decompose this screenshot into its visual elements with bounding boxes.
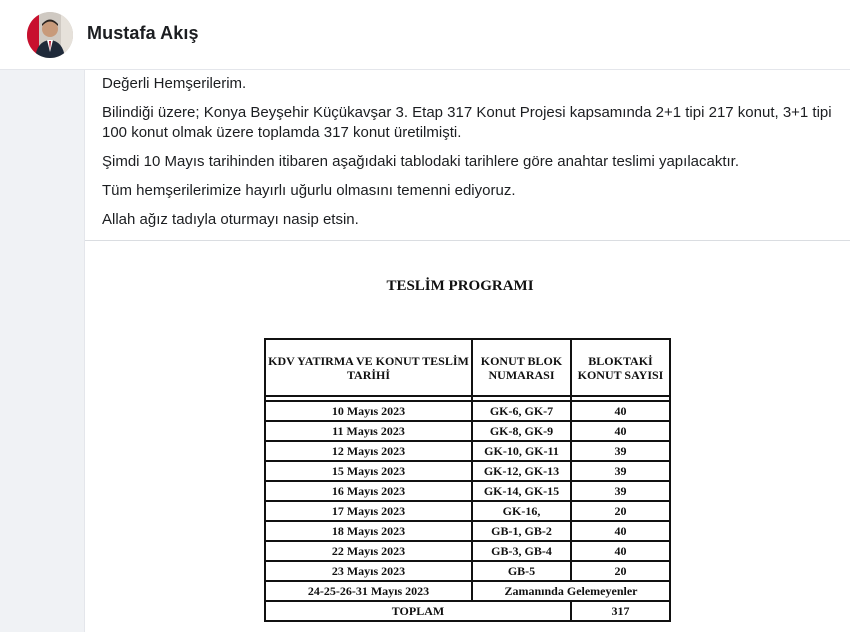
row-count: 39	[572, 482, 669, 502]
post-message	[102, 70, 842, 239]
row-blocks: GB-3, GB-4	[473, 542, 572, 562]
row-count: 20	[572, 502, 669, 522]
post-paragraph-schedule: Şimdi 10 Mayıs tarihinden itibaren aşağıdaki tablodaki tarihlere göre anahtar teslimi yapılacaktır.	[102, 153, 740, 170]
row-count: 40	[572, 422, 669, 442]
attached-document-image[interactable]	[85, 241, 850, 632]
latecomers-note: Zamanında Gelemeyenler	[473, 582, 669, 602]
total-label: TOPLAM	[266, 602, 572, 620]
post-body	[84, 70, 850, 632]
row-date: 12 Mayıs 2023	[266, 442, 473, 462]
row-count: 40	[572, 522, 669, 542]
table-row	[266, 482, 669, 502]
post-paragraph-greeting: Değerli Hemşerilerim.	[102, 75, 247, 92]
table-row	[266, 562, 669, 582]
row-count: 39	[572, 442, 669, 462]
table-row-latecomers	[266, 582, 669, 602]
row-count: 40	[572, 402, 669, 422]
left-rail	[0, 70, 84, 632]
row-date: 15 Mayıs 2023	[266, 462, 473, 482]
table-row	[266, 522, 669, 542]
document-title: TESLİM PROGRAMI	[386, 278, 534, 294]
row-blocks: GB-5	[473, 562, 572, 582]
row-blocks: GB-1, GB-2	[473, 522, 572, 542]
row-blocks: GK-16,	[473, 502, 572, 522]
total-count: 317	[611, 604, 630, 618]
table-row	[266, 422, 669, 442]
profile-photo-icon	[27, 12, 73, 58]
table-row	[266, 542, 669, 562]
table-row-total	[266, 602, 669, 620]
row-date: 18 Mayıs 2023	[266, 522, 473, 542]
author-name[interactable]: Mustafa Akış	[87, 23, 199, 43]
row-blocks: GK-8, GK-9	[473, 422, 572, 442]
post-paragraph-project: Bilindiği üzere; Konya Beyşehir Küçükavşar 3. Etap 317 Konut Projesi kapsamında 2+1 tipi 217 konut, 3+1 tipi 100 konut olmak üzere toplamda 317 konut üretilmişti.	[102, 104, 832, 141]
row-date: 16 Mayıs 2023	[266, 482, 473, 502]
latecomers-date: 24-25-26-31 Mayıs 2023	[266, 582, 473, 602]
row-blocks: GK-12, GK-13	[473, 462, 572, 482]
row-date: 23 Mayıs 2023	[266, 562, 473, 582]
column-header-count: BLOKTAKİ KONUT SAYISI	[572, 340, 669, 397]
row-count: 20	[572, 562, 669, 582]
row-date: 10 Mayıs 2023	[266, 402, 473, 422]
row-date: 17 Mayıs 2023	[266, 502, 473, 522]
post-header	[0, 0, 850, 70]
column-header-blocks: KONUT BLOK NUMARASI	[473, 340, 572, 397]
table-row	[266, 462, 669, 482]
row-blocks: GK-10, GK-11	[473, 442, 572, 462]
table-row	[266, 502, 669, 522]
row-count: 40	[572, 542, 669, 562]
column-header-date: KDV YATIRMA VE KONUT TESLİM TARİHİ	[266, 340, 473, 397]
post-paragraph-wishes: Tüm hemşerilerimize hayırlı uğurlu olmasını temenni ediyoruz.	[102, 182, 516, 199]
row-date: 22 Mayıs 2023	[266, 542, 473, 562]
row-blocks: GK-6, GK-7	[473, 402, 572, 422]
row-date: 11 Mayıs 2023	[266, 422, 473, 442]
row-count: 39	[572, 462, 669, 482]
delivery-schedule-table	[264, 338, 671, 622]
table-row	[266, 402, 669, 422]
row-blocks: GK-14, GK-15	[473, 482, 572, 502]
avatar[interactable]	[27, 12, 73, 58]
post-paragraph-blessing: Allah ağız tadıyla oturmayı nasip etsin.	[102, 211, 359, 228]
table-row	[266, 442, 669, 462]
